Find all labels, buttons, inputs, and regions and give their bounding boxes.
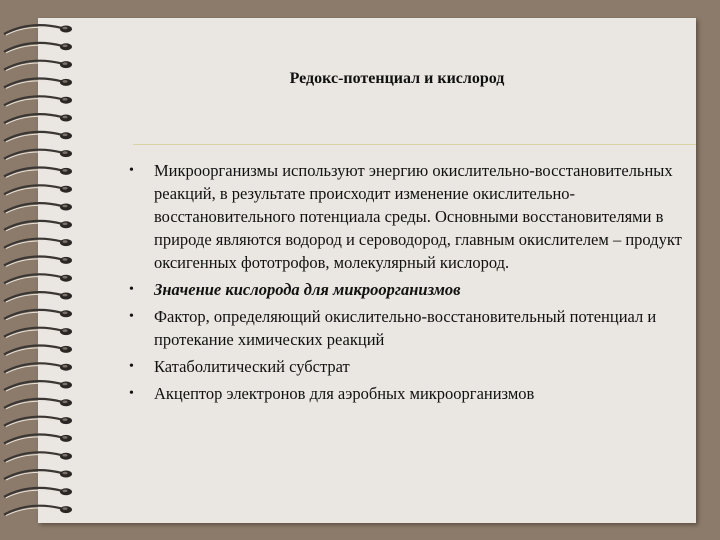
spiral-ring-icon <box>4 239 72 249</box>
spiral-ring-icon <box>4 25 72 35</box>
spiral-ring-icon <box>4 274 72 284</box>
spiral-ring-icon <box>4 150 72 160</box>
spiral-ring-icon <box>4 470 72 480</box>
spiral-ring-icon <box>4 167 72 177</box>
spiral-ring-icon <box>4 328 72 338</box>
spiral-ring-icon <box>4 363 72 373</box>
bullet-text: Катаболитический субстрат <box>154 357 350 376</box>
bullet-icon: • <box>129 386 134 401</box>
title-divider <box>133 144 696 145</box>
spiral-ring-icon <box>4 96 72 106</box>
bullet-icon: • <box>129 163 134 178</box>
list-item <box>126 382 696 405</box>
spiral-ring-icon <box>4 114 72 124</box>
spiral-ring-icon <box>4 434 72 444</box>
bullet-text: Микроорганизмы используют энергию окислительно-восстановительных реакций, в результате происходит изменение окислительно-восстановительного потенциала среды. Основными восстановителями в природе являются водород и сероводород, главным окислителем – продукт оксигенных фототрофов, молекулярный кислород. <box>154 161 682 272</box>
spiral-ring-icon <box>4 381 72 391</box>
spiral-ring-icon <box>4 292 72 302</box>
spiral-ring-icon <box>4 345 72 355</box>
slide <box>38 18 696 523</box>
spiral-ring-icon <box>4 256 72 266</box>
spiral-ring-icon <box>4 43 72 53</box>
bullet-text: Фактор, определяющий окислительно-восстановительный потенциал и протекание химических реакций <box>154 307 657 349</box>
spiral-ring-icon <box>4 452 72 462</box>
list-item <box>126 355 696 378</box>
bullet-icon: • <box>129 309 134 324</box>
spiral-ring-icon <box>4 399 72 409</box>
spiral-ring-icon <box>4 132 72 142</box>
bullet-text: Акцептор электронов для аэробных микроорганизмов <box>154 384 535 403</box>
slide-title: Редокс-потенциал и кислород <box>289 70 505 87</box>
bullet-icon: • <box>129 282 134 297</box>
spiral-ring-icon <box>4 61 72 71</box>
spiral-ring-icon <box>4 78 72 88</box>
slide-content <box>126 159 696 409</box>
bullet-icon: • <box>129 359 134 374</box>
spiral-ring-icon <box>4 417 72 427</box>
spiral-ring-icon <box>4 506 72 516</box>
bullet-text: Значение кислорода для микроорганизмов <box>154 280 461 299</box>
list-item <box>126 305 696 351</box>
spiral-ring-icon <box>4 310 72 320</box>
spiral-ring-icon <box>4 488 72 498</box>
bullet-list <box>126 159 696 405</box>
spiral-ring-icon <box>4 221 72 231</box>
spiral-ring-icon <box>4 185 72 195</box>
spiral-ring-icon <box>4 203 72 213</box>
spiral-binding-icon <box>0 18 80 523</box>
list-item <box>126 159 696 274</box>
list-item <box>126 278 696 301</box>
